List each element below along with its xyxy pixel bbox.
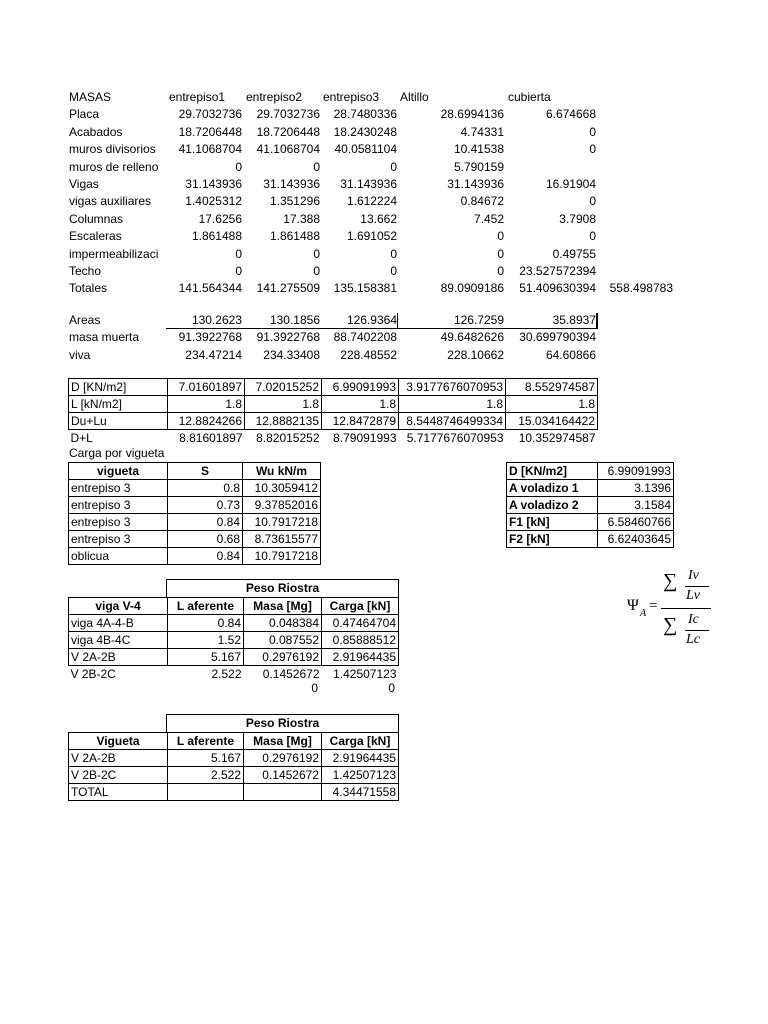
areas-row-label: masa muerta [69,330,140,344]
areas-value: 228.10662 [447,348,504,362]
masas-row [0,193,768,210]
vigueta-cell: 9.37852016 [243,497,321,514]
cargas-cell: D+L [70,431,93,445]
masas-value: 1.861488 [191,229,242,243]
masas-row [0,246,768,263]
areas-row [0,312,768,329]
riostra-cell: viga 4A-4-B [69,615,168,632]
cargas-cell: 12.8824266 [168,413,245,430]
equals-sign: = [649,598,658,614]
cargas-cell: L [kN/m2] [69,396,168,413]
vigueta-header-cell: Wu kN/m [243,463,321,480]
cargas-row [69,413,598,430]
cargas-cell: 8.82015252 [256,431,320,445]
masas-value: 141.275509 [256,281,320,295]
areas-row-label: viva [69,348,91,362]
areas-divider [596,313,598,329]
voladizo-cell: 3.1584 [598,497,674,514]
cargas-cell: 8.552974587 [506,379,598,396]
masas-value: 40.0581104 [334,142,397,156]
masas-value: 141.564344 [178,281,242,295]
masas-row [0,263,768,280]
riostra-cell: 2.91964435 [322,750,399,767]
masas-header-cell: entrepiso3 [323,90,380,104]
cargas-cell: Du+Lu [69,413,168,430]
masas-row [0,106,768,123]
masas-value: 1.691052 [346,229,397,243]
areas-value: 130.2623 [191,313,242,327]
masas-value: 0 [497,229,504,243]
denominator-bottom: Lc [686,632,700,647]
voladizo-row [507,531,674,548]
masas-value: 0 [589,229,596,243]
riostra-cell: 1.52 [168,632,244,649]
masas-value: 17.388 [283,212,320,226]
masas-value: 17.6256 [198,212,242,226]
cargas-grid [68,378,598,446]
voladizo-cell: A voladizo 2 [507,497,598,514]
areas-value: 91.3922768 [256,330,320,344]
vigueta-row [69,531,321,548]
cargas-cell: 7.02015252 [245,379,322,396]
riostra-header-cell: L aferente [168,598,244,615]
riostra-header-cell: Masa [Mg] [244,598,322,615]
voladizo-cell: D [KN/m2] [507,463,598,480]
vigueta-cell: entrepiso 3 [69,497,168,514]
cargas-cell: 15.034164422 [506,413,598,430]
areas-row [0,347,768,364]
areas-row [0,329,768,346]
voladizo-cell: F2 [kN] [507,531,598,548]
masas-value: 23.527572394 [519,264,596,278]
cargas-cell: 12.8472879 [322,413,399,430]
cargas-row [69,396,598,413]
masas-row-label: Vigas [69,177,99,191]
masas-row-label: muros divisorios [69,142,156,156]
cargas-cell: 3.9177676070953 [399,379,506,396]
masas-value: 1.4025312 [185,194,242,208]
vigueta-row [69,548,321,565]
vigueta-header-cell: S [168,463,243,480]
masas-row-label: Acabados [69,125,123,139]
masas-row [0,124,768,141]
cargas-row [69,379,598,396]
masas-value: 0 [390,160,397,174]
masas-row [0,176,768,193]
riostra-cell: 0.2976192 [244,649,322,666]
riostra-cell: 0.47464704 [322,615,399,632]
masas-value: 18.7206448 [256,125,320,139]
masas-row-label: vigas auxiliares [69,194,152,208]
riostra-cell: 2.522 [168,767,244,784]
voladizo-row [507,480,674,497]
masas-value: 18.2430248 [333,125,397,139]
masas-value: 41.1068704 [178,142,242,156]
riostra2-grid [68,732,399,801]
masas-header-cell: entrepiso1 [169,90,226,104]
cargas-cell: 8.79091993 [333,431,397,445]
riostra-cell: 1.42507123 [333,667,397,681]
vigueta-row [69,463,321,480]
riostra-row [69,649,399,666]
voladizo-cell: 3.1396 [598,480,674,497]
cargas-cell: D [KN/m2] [69,379,168,396]
masas-value: 0 [313,247,320,261]
riostra-header-cell: viga V-4 [69,598,168,615]
riostra-cell: 0.087552 [244,632,322,649]
riostra-cell: 1.42507123 [322,767,399,784]
carga-vigueta-title: Carga por vigueta [69,446,165,460]
cargas-cell: 1.8 [245,396,322,413]
numerator-bottom: Lv [686,588,700,603]
psi-subscript: A [640,608,647,619]
vigueta-cell: 10.3059412 [243,480,321,497]
denominator-top: Ic [688,612,699,627]
masas-value: 558.498783 [609,281,673,295]
masas-header-cell: Altillo [400,90,429,104]
masas-value: 31.143936 [340,177,397,191]
masas-row [0,141,768,158]
vigueta-cell: entrepiso 3 [69,531,168,548]
riostra-extra-cell: 0 [388,681,395,695]
riostra-cell: 2.91964435 [322,649,399,666]
masas-row-label: impermeabilizaci [69,247,159,261]
masas-value: 0 [390,247,397,261]
masas-value: 0 [589,142,596,156]
masas-value: 13.662 [360,212,397,226]
peso-riostra-group-header: Peso Riostra [166,579,399,597]
masas-value: 0 [235,247,242,261]
riostra-cell: 0.84 [168,615,244,632]
voladizo-row [507,497,674,514]
riostra-header-cell: Vigueta [69,733,168,750]
areas-value: 126.7259 [453,313,504,327]
masas-value: 0 [313,264,320,278]
masas-row-label: Placa [69,107,100,121]
masas-row-label: muros de relleno [69,160,159,174]
masas-value: 4.74331 [460,125,504,139]
riostra-cell: 5.167 [168,649,244,666]
riostra-row [69,750,399,767]
voladizo-row [507,463,674,480]
masas-value: 0 [497,264,504,278]
masas-value: 1.612224 [346,194,397,208]
voladizo-cell: 6.58460766 [598,514,674,531]
vigueta-cell: 0.84 [168,514,243,531]
riostra-cell: V 2B-2C [69,767,168,784]
riostra-cell: viga 4B-4C [69,632,168,649]
masas-row [0,211,768,228]
riostra-row [69,784,399,801]
cargas-cell: 8.81601897 [179,431,243,445]
riostra-cell: 0.2976192 [244,750,322,767]
masas-value: 10.41538 [453,142,504,156]
masas-header-row [0,89,768,106]
riostra-cell: 2.522 [211,667,242,681]
masas-value: 28.6994136 [440,107,504,121]
riostra-cell: 4.34471558 [322,784,399,801]
riostra-cell: 0.048384 [244,615,322,632]
areas-divider [397,313,398,329]
masas-row [0,280,768,297]
vigueta-cell: oblicua [69,548,168,565]
cargas-cell: 8.5448746499334 [399,413,506,430]
cargas-cell: 1.8 [322,396,399,413]
masas-row-label: Escaleras [69,229,122,243]
masas-value: 41.1068704 [256,142,320,156]
riostra-extra-row [0,680,768,697]
voladizo-cell: F1 [kN] [507,514,598,531]
sum-icon: ∑ [663,570,678,592]
masas-value: 1.861488 [269,229,320,243]
masas-row [0,159,768,176]
riostra-header-cell: Masa [Mg] [244,733,322,750]
masas-value: 5.790159 [453,160,504,174]
areas-value: 234.33408 [263,348,320,362]
riostra-cell: 0.1452672 [262,667,320,681]
peso-riostra-group-header: Peso Riostra [166,714,399,732]
masas-value: 0 [390,264,397,278]
masas-value: 29.7032736 [178,107,242,121]
masas-value: 29.7032736 [256,107,320,121]
riostra1-grid [68,597,399,682]
masas-value: 31.143936 [447,177,504,191]
masas-row [0,228,768,245]
riostra-header-cell: L aferente [168,733,244,750]
riostra-cell [244,784,322,801]
masas-row-label: Columnas [69,212,124,226]
vigueta-grid [68,462,321,565]
vigueta-cell: entrepiso 3 [69,480,168,497]
masas-header-cell: entrepiso2 [246,90,303,104]
riostra-cell: V 2A-2B [69,750,168,767]
voladizo-row [507,514,674,531]
masas-value: 0 [497,247,504,261]
fraction-bar-top [685,586,709,587]
vigueta-cell: 10.7917218 [243,514,321,531]
cargas-cell: 7.01601897 [168,379,245,396]
main-fraction-bar [661,608,711,609]
masas-value: 31.143936 [185,177,242,191]
areas-row-label: Areas [69,313,101,327]
riostra-cell: 5.167 [168,750,244,767]
psi-symbol: Ψ [627,597,639,614]
riostra-header-cell: Carga [kN] [322,598,399,615]
masas-value: 16.91904 [545,177,596,191]
masas-value: 18.7206448 [178,125,242,139]
cargas-cell: 10.352974587 [518,431,596,445]
areas-value: 126.9364 [346,313,397,327]
voladizo-grid [506,462,674,548]
masas-value: 31.143936 [263,177,320,191]
riostra-row [69,733,399,750]
vigueta-cell: 0.84 [168,548,243,565]
riostra-row [69,615,399,632]
masas-row-label: Totales [69,281,108,295]
masas-value: 0 [313,160,320,174]
voladizo-cell: A voladizo 1 [507,480,598,497]
riostra-cell: 0.1452672 [244,767,322,784]
cargas-cell: 1.8 [168,396,245,413]
masas-value: 0 [235,160,242,174]
riostra-cell: TOTAL [69,784,168,801]
cargas-cell: 12.8882135 [245,413,322,430]
vigueta-cell: 10.7917218 [243,548,321,565]
areas-value: 35.8937 [552,313,596,327]
areas-value: 91.3922768 [178,330,242,344]
vigueta-row [69,514,321,531]
areas-value: 49.6482626 [440,330,504,344]
areas-value: 234.47214 [185,348,242,362]
voladizo-cell: 6.99091993 [598,463,674,480]
masas-header-cell: MASAS [69,90,112,104]
cargas-cell: 6.99091993 [322,379,399,396]
riostra-row [69,767,399,784]
vigueta-row [69,497,321,514]
vigueta-cell: 0.73 [168,497,243,514]
riostra-cell: V 2A-2B [69,649,168,666]
masas-value: 0.49755 [552,247,596,261]
voladizo-cell: 6.62403645 [598,531,674,548]
areas-value: 30.699790394 [519,330,596,344]
masas-value: 0.84672 [460,194,504,208]
vigueta-cell: 0.68 [168,531,243,548]
riostra-row [69,632,399,649]
masas-value: 7.452 [473,212,504,226]
masas-value: 0 [589,125,596,139]
riostra-row [69,598,399,615]
vigueta-row [69,480,321,497]
fraction-bar-bottom [685,630,709,631]
numerator-top: Iv [688,568,699,583]
masas-value: 6.674668 [545,107,596,121]
sum-icon: ∑ [663,614,678,636]
masas-value: 135.158381 [333,281,397,295]
psi-formula [625,566,715,650]
cargas-cell: 1.8 [399,396,506,413]
masas-row-label: Techo [69,264,102,278]
masas-value: 0 [235,264,242,278]
cargas-row [69,430,598,447]
masas-value: 51.409630394 [519,281,596,295]
masas-value: 3.7908 [559,212,596,226]
areas-underline [166,328,596,329]
masas-header-cell: cubierta [508,90,551,104]
areas-value: 64.60866 [545,348,596,362]
riostra-cell: 0.85888512 [322,632,399,649]
cargas-cell: 1.8 [506,396,598,413]
cargas-cell: 5.7177676070953 [406,431,504,445]
vigueta-cell: 8.73615577 [243,531,321,548]
riostra-extra-cell: 0 [311,681,318,695]
masas-value: 1.351296 [269,194,320,208]
riostra-header-cell: Carga [kN] [322,733,399,750]
riostra-cell: V 2B-2C [70,667,116,681]
vigueta-cell: 0.8 [168,480,243,497]
masas-value: 0 [589,194,596,208]
areas-value: 228.48552 [340,348,397,362]
masas-value: 28.7480336 [333,107,397,121]
masas-value: 89.0909186 [440,281,504,295]
vigueta-cell: entrepiso 3 [69,514,168,531]
riostra-cell [168,784,244,801]
vigueta-header-cell: vigueta [69,463,168,480]
areas-value: 88.7402208 [333,330,397,344]
areas-value: 130.1856 [269,313,320,327]
